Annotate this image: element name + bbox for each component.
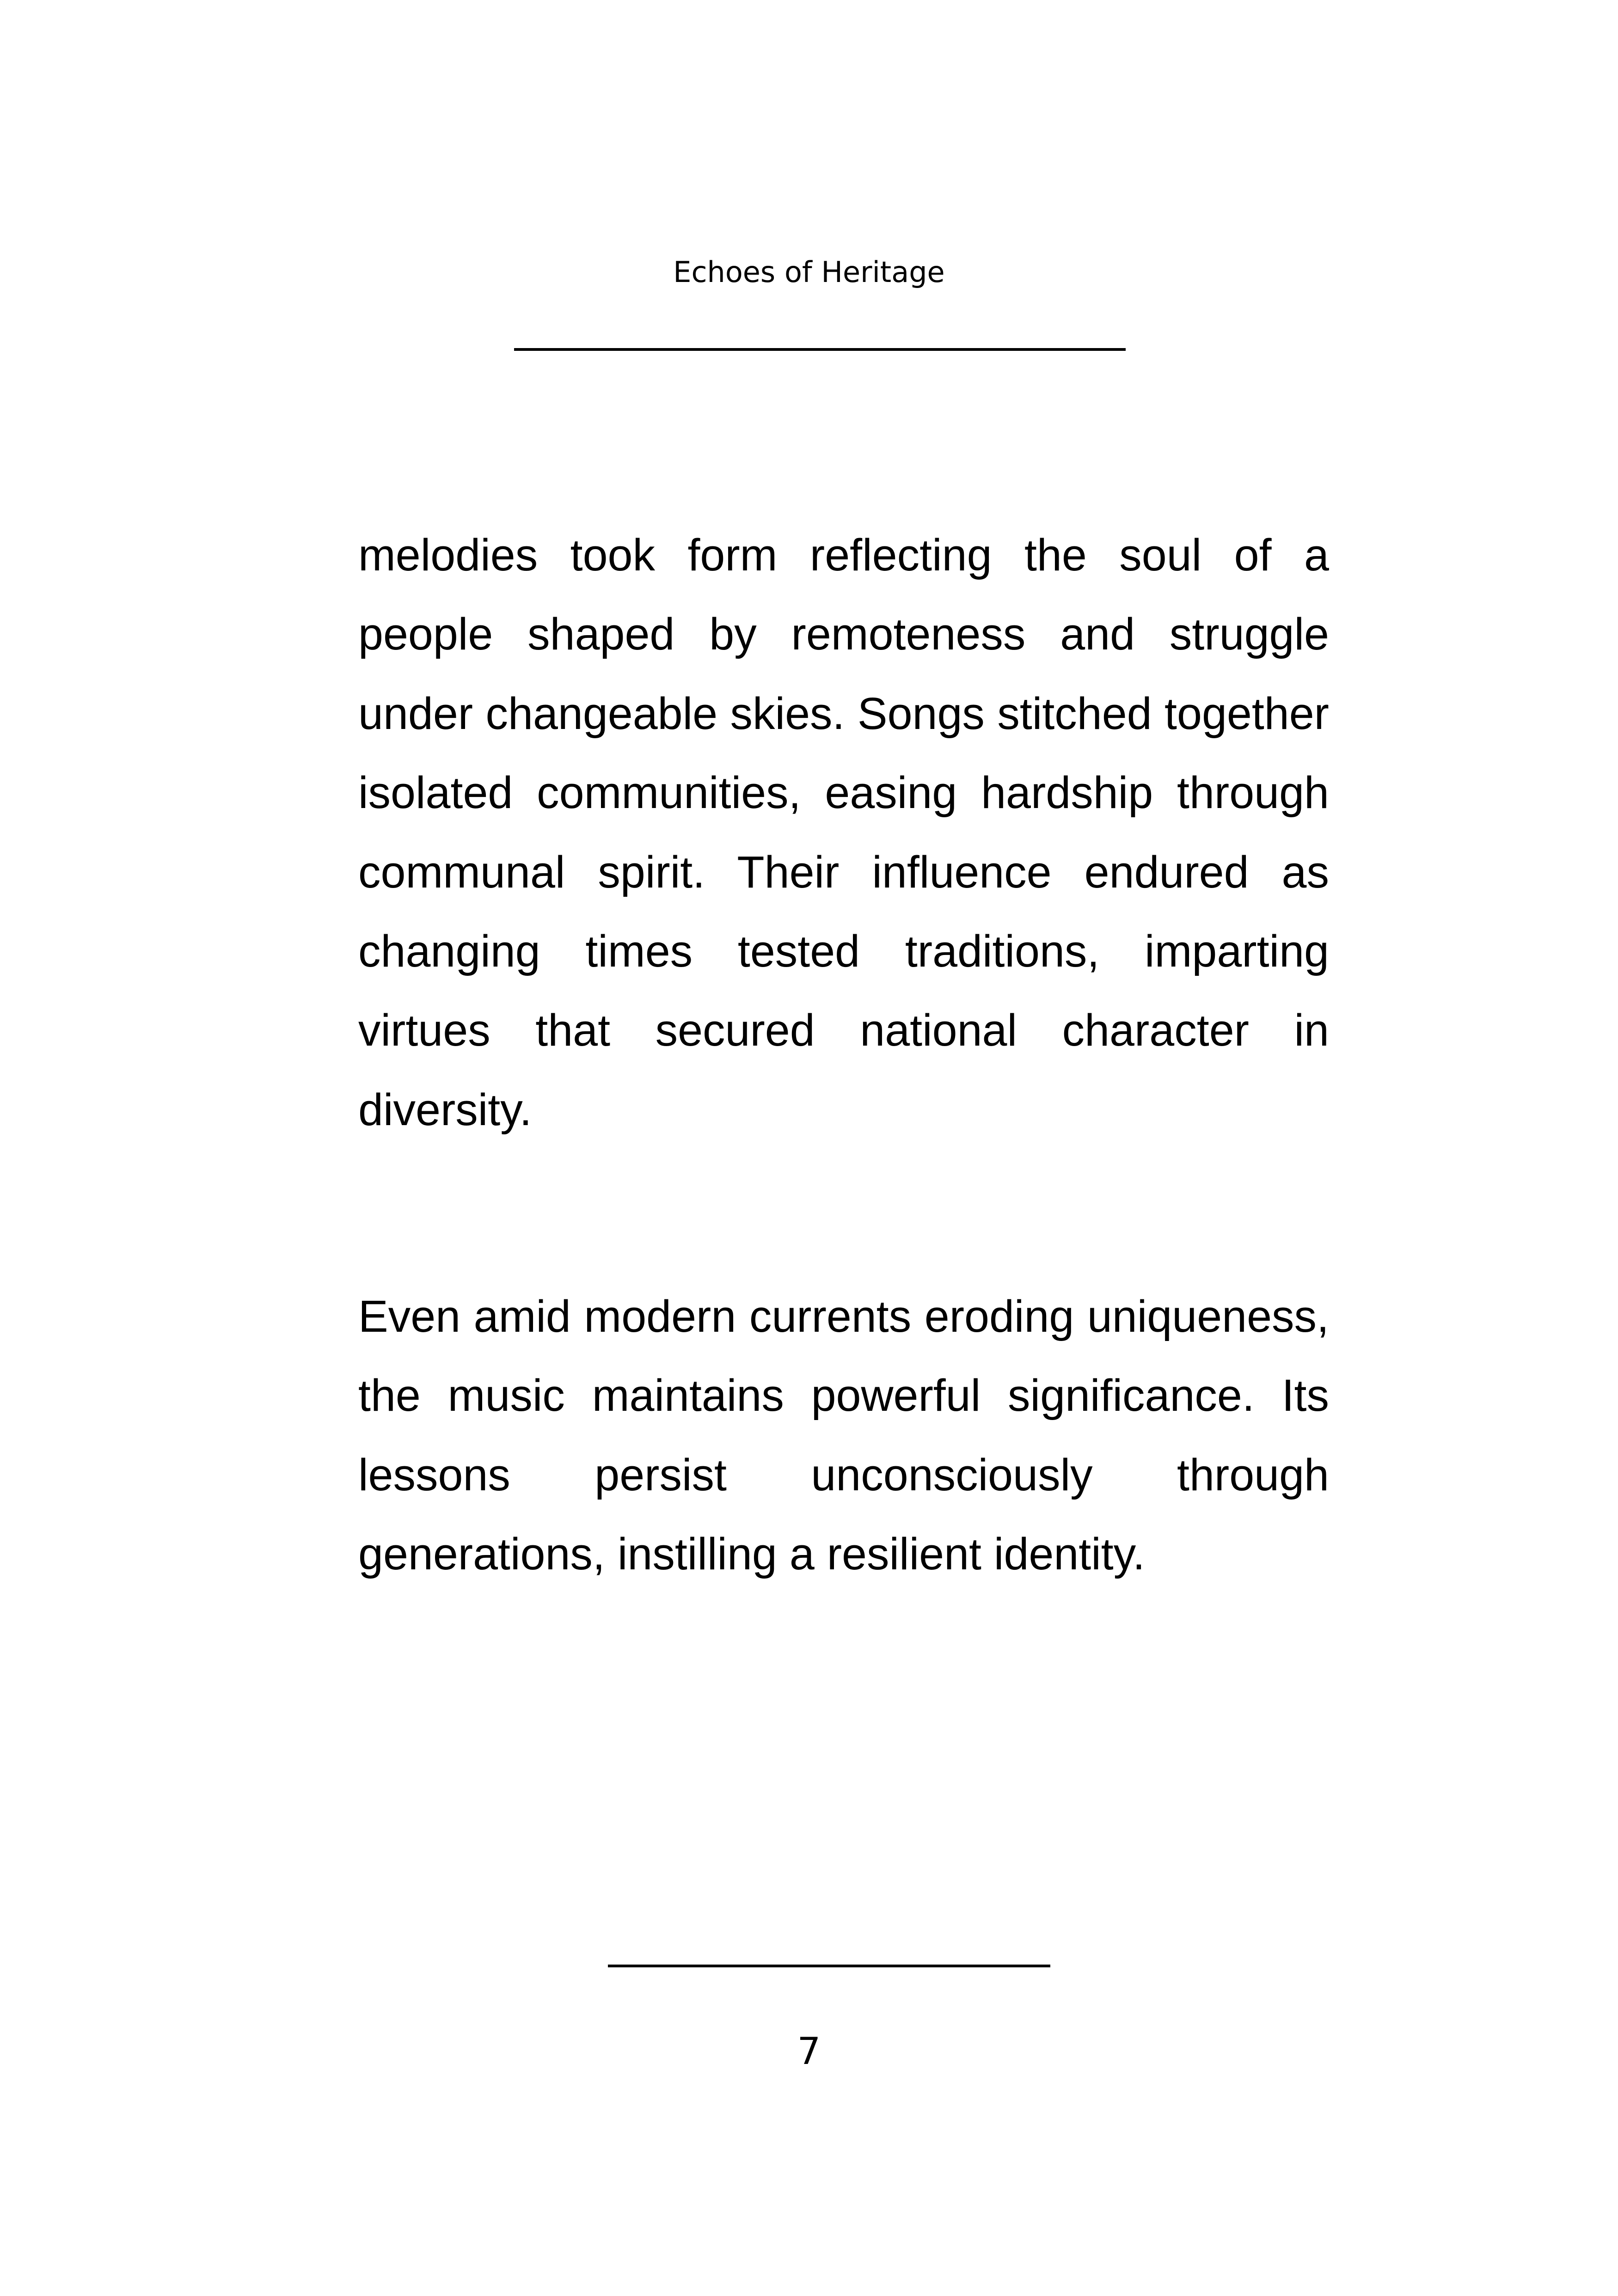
header-rule bbox=[514, 348, 1126, 351]
footer-rule bbox=[608, 1965, 1050, 1967]
body-paragraph-1: melodies took form reflecting the soul of a people shaped by remoteness and struggle under changeable skies. Songs stitched together isolated communities, easing hardship through communal spirit. Their influence endured as changing times tested traditions, imparting virtues that secured national character in diversity. bbox=[358, 530, 1329, 1135]
running-header: Echoes of Heritage bbox=[673, 255, 945, 289]
body-paragraph-2: Even amid modern currents eroding uniqueness, the music maintains powerful significance. Its lessons persist unconsciously through generations, instilling a resilient identity. bbox=[358, 1291, 1329, 1580]
page-number: 7 bbox=[797, 2030, 821, 2073]
